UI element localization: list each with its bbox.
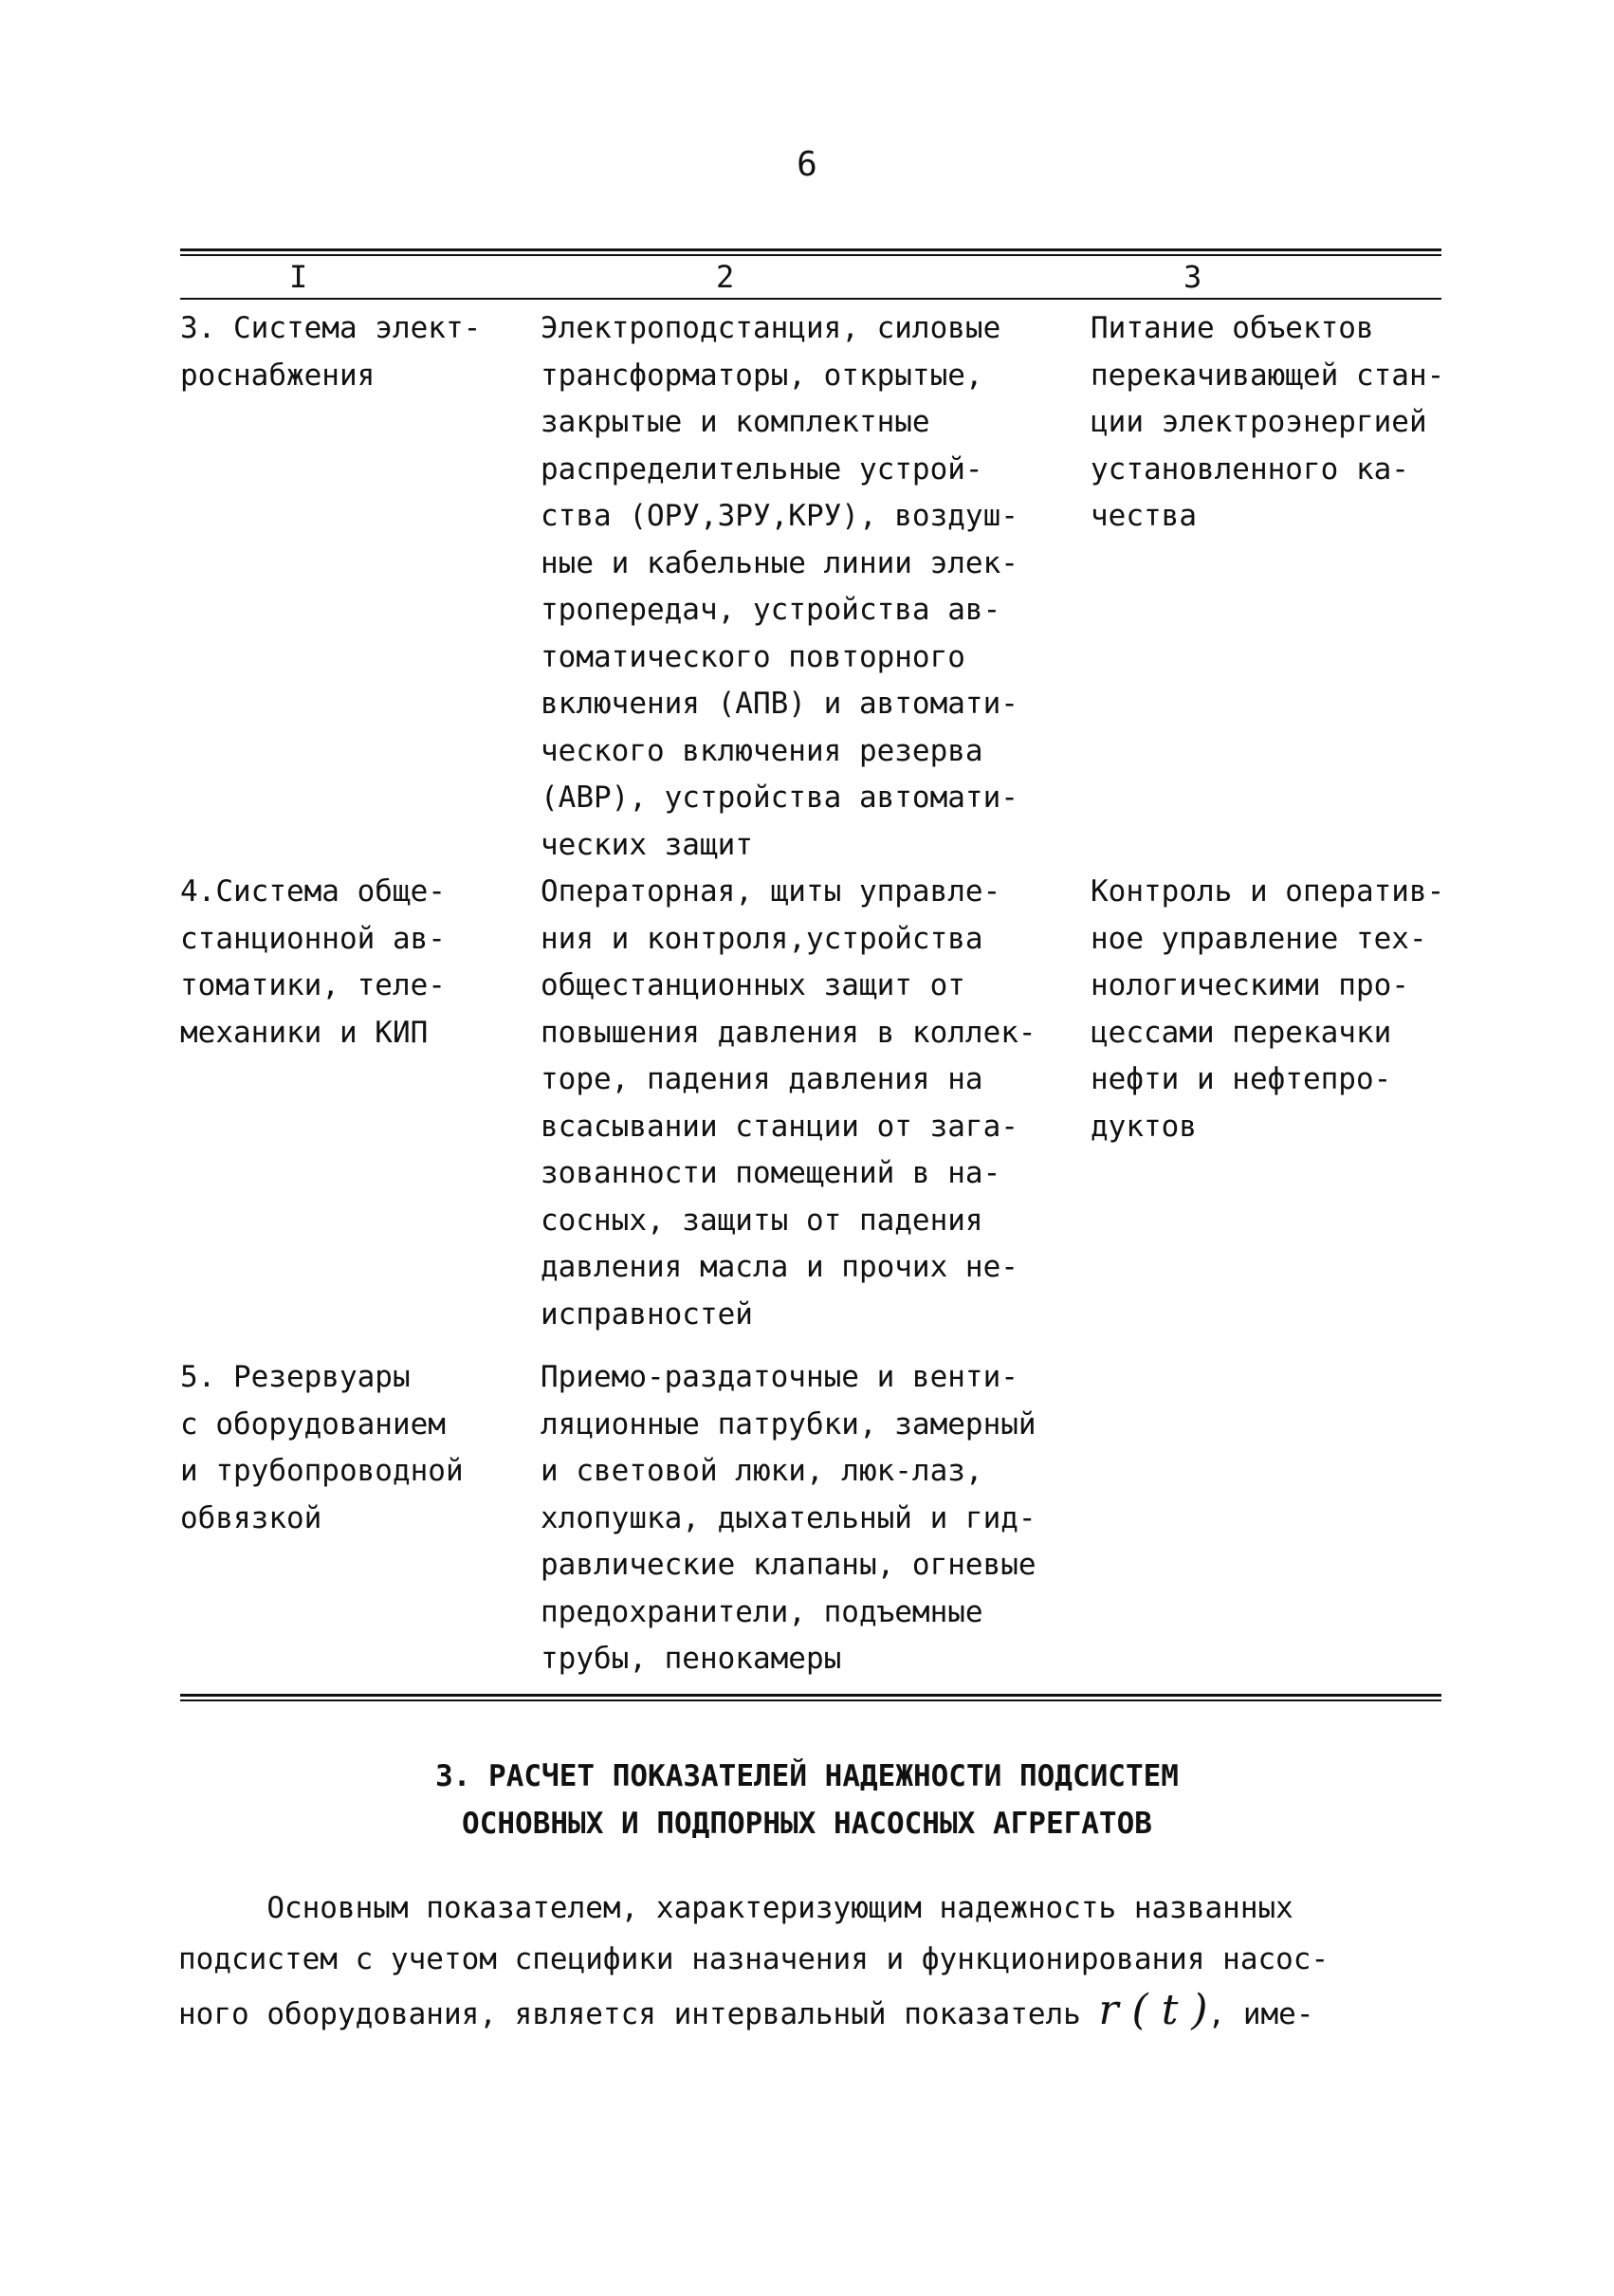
table-header-rule (180, 298, 1441, 300)
reliability-formula: r ( t ) (1098, 1986, 1208, 2034)
row-3-system: 5. Резервуары с оборудованием и трубопроводной обвязкой (180, 1360, 464, 1535)
column-header-1: I (289, 259, 308, 295)
row-1-function: Питание объектов перекачивающей стан- ции электроэнергией установленного ка- чества (1091, 311, 1445, 533)
row-3-equipment: Приемо-раздаточные и венти- ляционные патрубки, замерный и световой люки, люк-лаз, хлопушка, дыхательный и гид- равлические клапаны, огневые предохранители, подъемные трубы, пенокамеры (541, 1360, 1036, 1676)
table-header (180, 256, 1441, 298)
row-2-function: Контроль и оператив- ное управление тех- нологическими про- цессами перекачки нефти и нефтепро- дуктов (1091, 874, 1445, 1144)
table-bottom-rule-2 (180, 1699, 1441, 1701)
section-heading: 3. РАСЧЕТ ПОКАЗАТЕЛЕЙ НАДЕЖНОСТИ ПОДСИСТЕМ ОСНОВНЫХ И ПОДПОРНЫХ НАСОСНЫХ АГРЕГАТОВ (435, 1759, 1179, 1841)
table-top-rule (180, 248, 1441, 251)
row-1-equipment: Электроподстанция, силовые трансформаторы, открытые, закрытые и комплектные распределительные устрой- ства (ОРУ,ЗРУ,КРУ), воздуш- ные и кабельные линии элек- тропередач, устройства ав- томатического повторного включения (АПВ) и автомати- ческого включения резерва (АВР), устройства автомати- ческих защит (541, 311, 1018, 862)
body-paragraph (178, 1883, 1440, 2040)
row-2-system: 4.Система обще- станционной ав- томатики, теле- механики и КИП (180, 874, 446, 1050)
page-number: 6 (797, 145, 817, 184)
system-table (180, 248, 1445, 1701)
column-header-3: 3 (1183, 259, 1202, 295)
table-row (180, 1354, 1441, 1688)
table-bottom-rule (180, 1694, 1441, 1697)
row-1-system: 3. Система элект- роснабжения (180, 311, 482, 393)
paragraph-tail: , име- (1207, 1997, 1314, 2031)
column-header-2: 2 (716, 259, 735, 295)
row-2-equipment: Операторная, щиты управле- ния и контроля,устройства общестанционных защит от повышения давления в коллек- торе, падения давления на всасывании станции от зага- зованности помещений в на- сосных, защиты от падения давления масла и прочих не- исправностей (541, 874, 1036, 1332)
table-row (180, 869, 1445, 1354)
paragraph-text: Основным показателем, характеризующим надежность названных подсистем с учетом специфики назначения и функционирования насос- ного оборудования, является интервальный показатель (178, 1891, 1330, 2031)
table-row (180, 305, 1445, 869)
